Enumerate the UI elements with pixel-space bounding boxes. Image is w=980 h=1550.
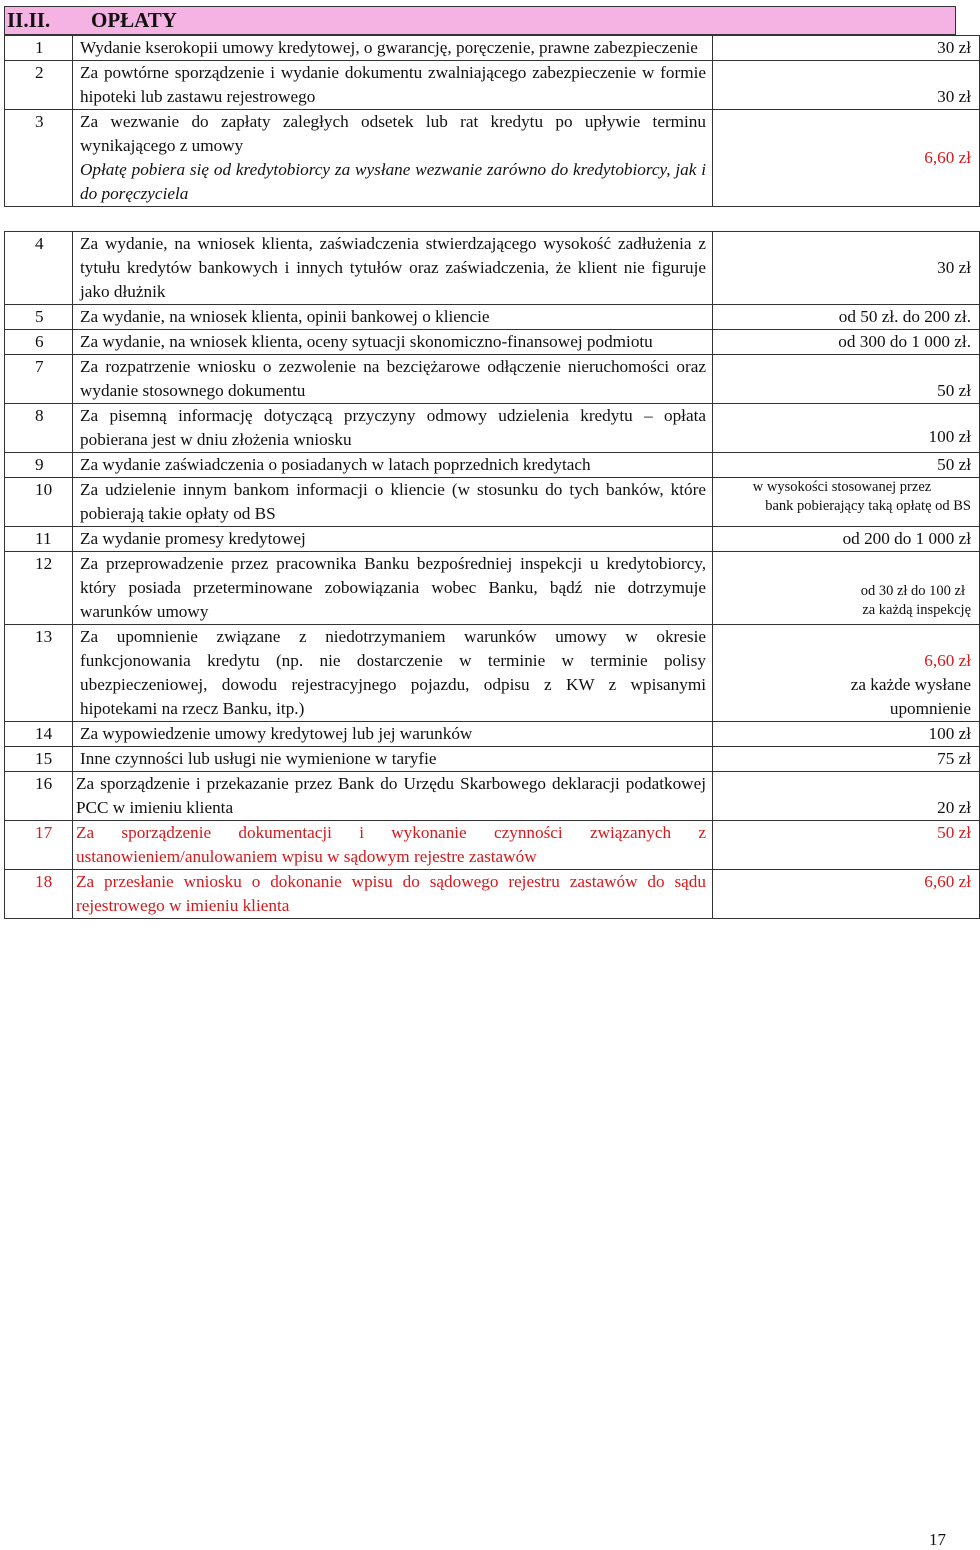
row-number: 6 (5, 330, 73, 355)
table-row (5, 110, 980, 207)
table-row (5, 722, 980, 747)
table-row (5, 453, 980, 478)
row-number: 2 (5, 61, 73, 110)
row-value: 30 zł (713, 61, 980, 110)
row-value: 30 zł (713, 36, 980, 61)
row-description: Za wezwanie do zapłaty zaległych odsetek lub rat kredytu po upływie terminu wynikającego z umowy (80, 112, 706, 155)
table-row (5, 404, 980, 453)
table-row (5, 36, 980, 61)
row-number: 16 (5, 772, 73, 821)
row-value-line2: za każdą inspekcję (862, 602, 971, 618)
table-row (5, 61, 980, 110)
row-value: 20 zł (713, 772, 980, 821)
row-description-note: Opłatę pobiera się od kredytobiorcy za wysłane wezwanie zarówno do kredytobiorcy, jak i do poręczyciela (80, 160, 706, 203)
row-description: Wydanie kserokopii umowy kredytowej, o gwarancję, poręczenie, prawne zabezpieczenie (73, 36, 713, 61)
table-row (5, 478, 980, 527)
row-description: Za przesłanie wniosku o dokonanie wpisu do sądowego rejestru zastawów do sądu rejestrowego w imieniu klienta (73, 870, 713, 919)
row-value: od 200 do 1 000 zł (713, 527, 980, 552)
row-value: 50 zł (713, 355, 980, 404)
row-description: Za wydanie, na wniosek klienta, opinii bankowej o kliencie (73, 305, 713, 330)
row-value: od 300 do 1 000 zł. (713, 330, 980, 355)
row-number: 17 (5, 821, 73, 870)
table-row (5, 232, 980, 305)
row-number: 10 (5, 478, 73, 527)
table-row (5, 747, 980, 772)
row-number: 9 (5, 453, 73, 478)
row-number: 14 (5, 722, 73, 747)
row-description: Za wypowiedzenie umowy kredytowej lub jej warunków (73, 722, 713, 747)
row-value-cell (713, 552, 980, 625)
row-description: Za rozpatrzenie wniosku o zezwolenie na bezciężarowe odłączenie nieruchomości oraz wydanie stosownego dokumentu (73, 355, 713, 404)
row-value: od 50 zł. do 200 zł. (713, 305, 980, 330)
row-number: 12 (5, 552, 73, 625)
row-value-cell (713, 478, 980, 527)
row-description: Za wydanie promesy kredytowej (73, 527, 713, 552)
row-description: Za powtórne sporządzenie i wydanie dokumentu zwalniającego zabezpieczenie w formie hipoteki lub zastawu rejestrowego (73, 61, 713, 110)
row-value-line1: za każde wysłane (850, 675, 971, 694)
row-value: 6,60 zł (713, 110, 980, 207)
row-description: Za wydanie, na wniosek klienta, oceny sytuacji skonomiczno-finansowej podmiotu (73, 330, 713, 355)
row-number: 18 (5, 870, 73, 919)
table-row (5, 821, 980, 870)
row-number: 4 (5, 232, 73, 305)
row-value: 6,60 zł (924, 651, 971, 670)
table-row (5, 552, 980, 625)
row-value: 6,60 zł (713, 870, 980, 919)
row-number: 1 (5, 36, 73, 61)
row-value-line2: bank pobierający taką opłatę od BS (765, 498, 971, 514)
row-value-cell (713, 625, 980, 722)
row-description: Za wydanie zaświadczenia o posiadanych w latach poprzednich kredytach (73, 453, 713, 478)
table-row (5, 625, 980, 722)
row-value: 100 zł (713, 404, 980, 453)
row-value-line1: od 30 zł do 100 zł (860, 583, 965, 599)
table-row (5, 355, 980, 404)
row-number: 7 (5, 355, 73, 404)
row-number: 15 (5, 747, 73, 772)
page-number: 17 (929, 1530, 946, 1549)
fee-document (4, 6, 971, 919)
row-number: 3 (5, 110, 73, 207)
section-title: OPŁATY (91, 8, 177, 32)
row-description-cell (73, 110, 713, 207)
row-description: Za pisemną informację dotyczącą przyczyny odmowy udzielenia kredytu – opłata pobierana jest w dniu złożenia wniosku (73, 404, 713, 453)
row-description: Za sporządzenie i przekazanie przez Bank do Urzędu Skarbowego deklaracji podatkowej PCC w imieniu klienta (73, 772, 713, 821)
table-row (5, 772, 980, 821)
row-number: 11 (5, 527, 73, 552)
row-description: Za wydanie, na wniosek klienta, zaświadczenia stwierdzającego wysokość zadłużenia z tytułu kredytów bankowych i innych tytułów oraz zaświadczenia, że klient nie figuruje jako dłużnik (73, 232, 713, 305)
row-value: 75 zł (713, 747, 980, 772)
row-description: Za udzielenie innym bankom informacji o kliencie (w stosunku do tych banków, które pobierają takie opłaty od BS (73, 478, 713, 527)
row-value: 100 zł (713, 722, 980, 747)
row-value: 50 zł (713, 453, 980, 478)
row-value: 50 zł (713, 821, 980, 870)
section-number: II.II. (7, 8, 51, 32)
row-description: Za sporządzenie dokumentacji i wykonanie czynności związanych z ustanowieniem/anulowaniem wpisu w sądowym rejestre zastawów (73, 821, 713, 870)
section-header (4, 6, 956, 35)
fee-table-main (4, 231, 980, 919)
row-number: 8 (5, 404, 73, 453)
table-row (5, 305, 980, 330)
row-number: 5 (5, 305, 73, 330)
table-row (5, 527, 980, 552)
table-row (5, 330, 980, 355)
row-value-line2: upomnienie (889, 699, 971, 718)
row-number: 13 (5, 625, 73, 722)
fee-table-top (4, 35, 980, 207)
row-description: Za upomnienie związane z niedotrzymaniem warunków umowy w okresie funkcjonowania kredytu (np. nie dostarczenie w terminie w terminie polisy ubezpieczeniowej, dowodu rejestracyjnego pojazdu, odpisu z KW z wpisanymi hipotekami na rzecz Banku, itp.) (73, 625, 713, 722)
table-row (5, 870, 980, 919)
row-value-line1: w wysokości stosowanej przez (752, 479, 932, 495)
row-value: 30 zł (713, 232, 980, 305)
row-description: Inne czynności lub usługi nie wymienione w taryfie (73, 747, 713, 772)
row-description: Za przeprowadzenie przez pracownika Banku bezpośredniej inspekcji u kredytobiorcy, który posiada przeterminowane zobowiązania wobec Banku, bądź nie dotrzymuje warunków umowy (73, 552, 713, 625)
